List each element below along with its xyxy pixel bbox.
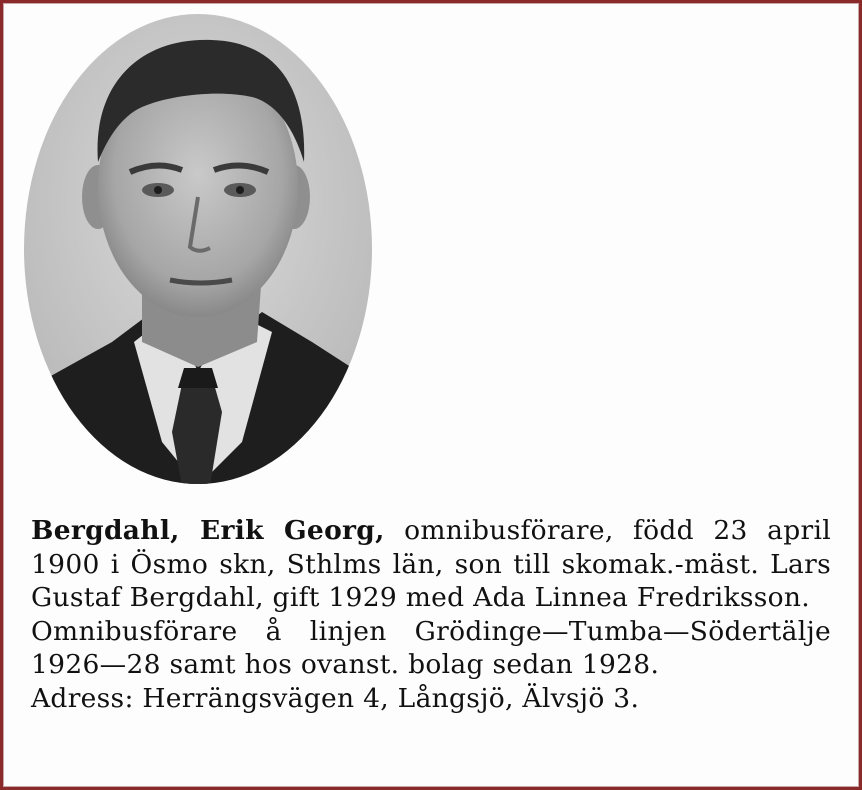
career-paragraph: Omnibusförare å linjen Grödinge—Tumba—Södertälje 1926—28 samt hos ovanst. bolag sedan 1928. bbox=[31, 615, 831, 680]
biography-paragraph bbox=[31, 514, 831, 615]
person-name: Bergdahl, Erik Georg, bbox=[31, 515, 385, 546]
biography-intro: omnibusförare, född 23 april 1900 i Ösmo skn, Sthlms län, son till skomak.-mäst. Lars Gustaf Bergdahl, gift 1929 med Ada Linnea Fredriksson. bbox=[31, 515, 831, 613]
biography-entry bbox=[31, 514, 831, 715]
portrait-photo bbox=[22, 12, 374, 486]
address-line: Adress: Herrängsvägen 4, Långsjö, Älvsjö 3. bbox=[31, 682, 640, 714]
